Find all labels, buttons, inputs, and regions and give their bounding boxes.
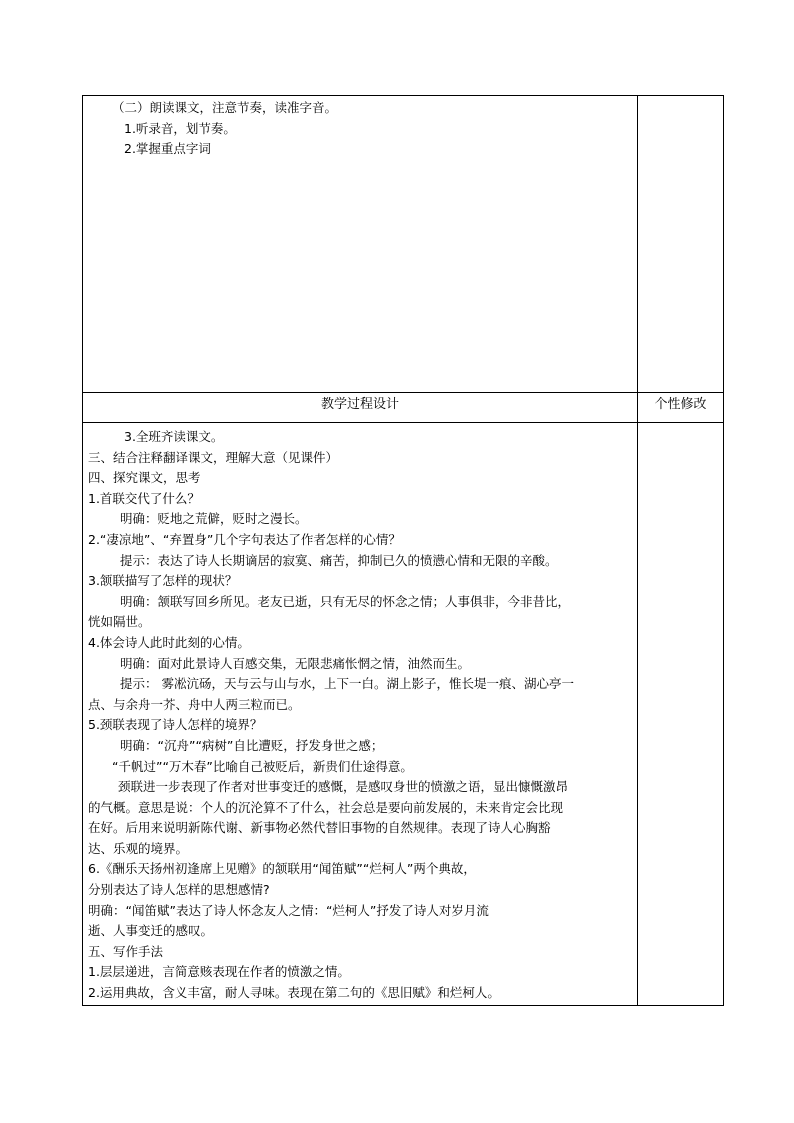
text-line: 提示： 雾凇沆砀，天与云与山与水，上下一白。湖上影子，惟长堤一痕、湖心亭一: [120, 676, 574, 692]
lesson-plan-table: [82, 95, 724, 1006]
text-line: 达、乐观的境界。: [88, 840, 189, 856]
text-line: 逝、人事变迁的感叹。: [88, 923, 214, 939]
text-line: 3.颔联描写了怎样的现状？: [88, 573, 238, 589]
text-line: 6.《酬乐天扬州初逢席上见赠》的颔联用“闻笛赋”“烂柯人”两个典故，: [88, 861, 476, 877]
text-line: 颈联进一步表现了作者对世事变迁的感慨，是感叹身世的愤激之语，显出慷慨激昂: [118, 779, 569, 795]
header-row: [83, 393, 724, 423]
text-line: 明确：“闻笛赋”表达了诗人怀念友人之情：“烂柯人”抒发了诗人对岁月流: [88, 902, 489, 918]
text-line: 2.运用典故，含义丰富，耐人寻味。表现在第二句的《思旧赋》和烂柯人。: [88, 985, 500, 1001]
top-content-cell: [83, 96, 638, 393]
text-line: 5.颈联表现了诗人怎样的境界？: [88, 717, 263, 733]
text-line: “千帆过”“万木春”比喻自己被贬后，新贵们仕途得意。: [112, 758, 413, 774]
text-line: 明确：“沉舟”“病树”自比遭贬，抒发身世之感；: [120, 737, 384, 753]
text-line: 4.体会诗人此时此刻的心情。: [88, 634, 250, 650]
text-line: 2.“凄凉地”、“弃置身”几个字句表达了作者怎样的心情？: [88, 531, 401, 547]
text-line: 五、写作手法: [88, 943, 164, 959]
text-line: 三、结合注释翻译课文，理解大意（见课件）: [88, 449, 339, 465]
text-line: 恍如隔世。: [88, 614, 151, 630]
header-side: 个性修改: [638, 393, 724, 423]
text-line: 1.层层递进，言简意赅表现在作者的愤激之情。: [88, 964, 350, 980]
text-line: 提示：表达了诗人长期谪居的寂寞、痛苦，抑制已久的愤懑心情和无限的辛酸。: [120, 552, 558, 568]
text-line: （二）朗读课文，注意节奏，读准字音。: [112, 100, 338, 115]
body-row: [83, 423, 724, 1006]
text-line: 明确：面对此景诗人百感交集，无限悲痛怅惘之情，油然而生。: [120, 655, 471, 671]
body-content-cell: [83, 423, 638, 1006]
text-line: 1.听录音，划节奏。: [124, 120, 236, 136]
text-line: 2.掌握重点字词: [124, 141, 211, 157]
text-line: 1.首联交代了什么？: [88, 490, 200, 506]
body-side-cell: [638, 423, 724, 1006]
text-line: 的气概。意思是说：个人的沉沦算不了什么，社会总是要向前发展的，未来肯定会比现: [88, 799, 564, 815]
top-row: [83, 96, 724, 393]
text-line: 四、探究课文，思考: [88, 470, 201, 486]
text-line: 明确：颔联写回乡所见。老友已逝，只有无尽的怀念之情；人事俱非，今非昔比，: [120, 593, 571, 609]
top-side-cell: [638, 96, 724, 393]
text-line: 在好。后用来说明新陈代谢、新事物必然代替旧事物的自然规律。表现了诗人心胸豁: [88, 820, 551, 836]
header-main: 教学过程设计: [83, 393, 638, 423]
text-line: 3.全班齐读课文。: [124, 429, 224, 444]
text-line: 明确：贬地之荒僻，贬时之漫长。: [120, 511, 308, 527]
text-line: 分别表达了诗人怎样的思想感情?: [88, 882, 270, 898]
text-line: 点、与余舟一芥、舟中人两三粒而已。: [88, 696, 301, 712]
